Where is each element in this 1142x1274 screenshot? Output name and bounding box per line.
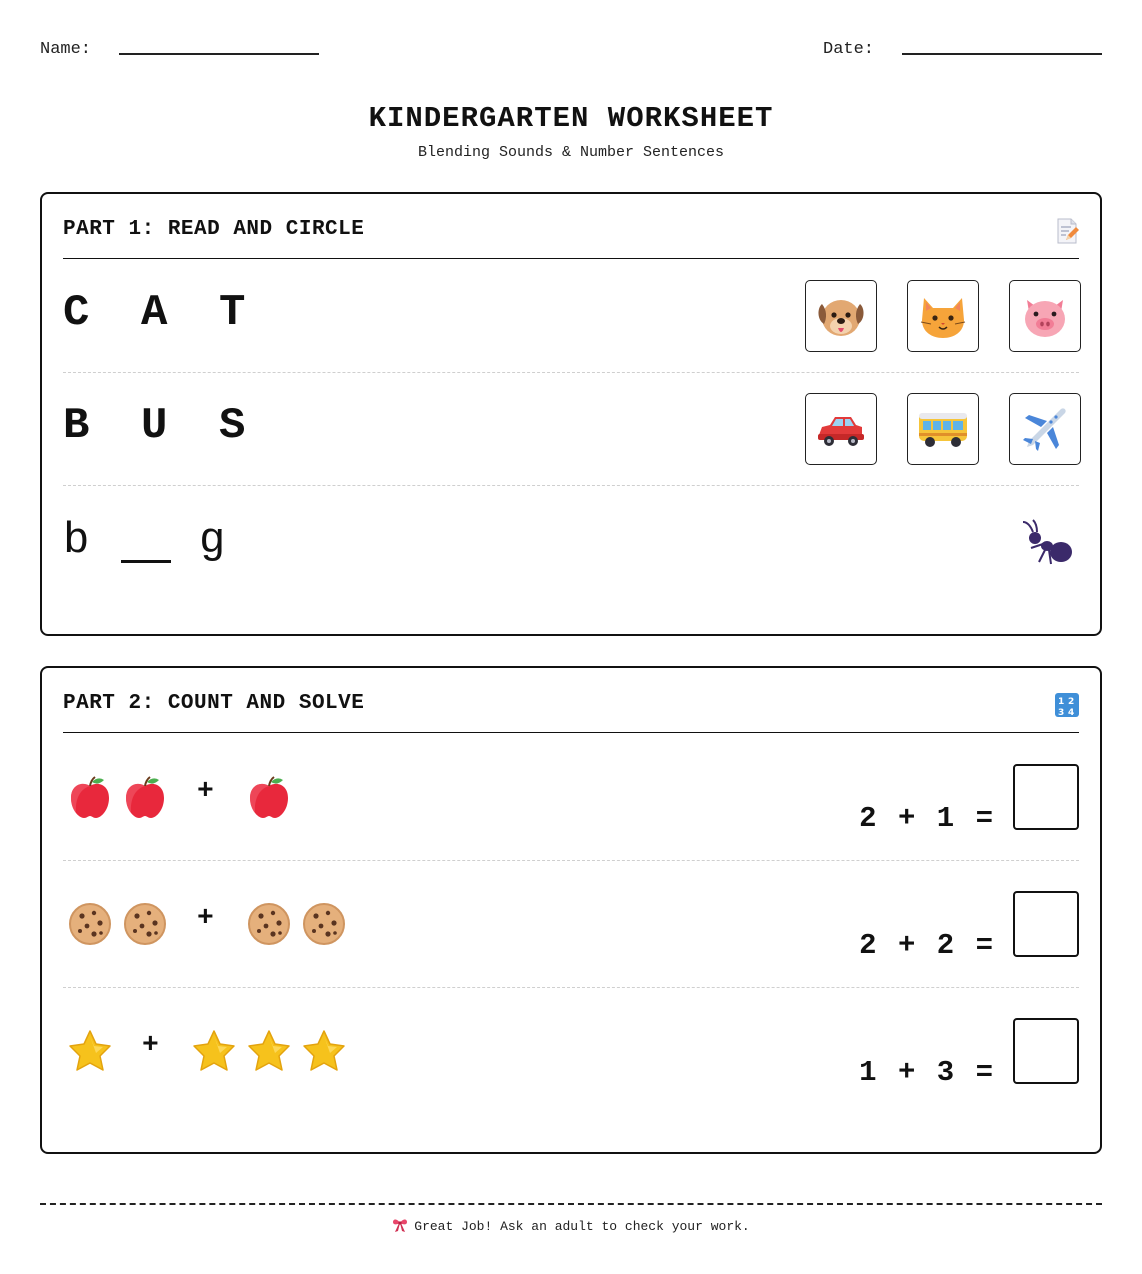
- last-letter: g: [199, 516, 226, 566]
- part1-header: [63, 194, 1079, 259]
- blend-word: [63, 401, 297, 451]
- number-sentence: 2 + 1 =: [859, 802, 995, 835]
- star-icon: [67, 1028, 113, 1074]
- apple-icon: [122, 774, 168, 820]
- choice-car[interactable]: [805, 393, 877, 465]
- answer-box[interactable]: [1013, 764, 1079, 830]
- worksheet-subtitle: Blending Sounds & Number Sentences: [417, 144, 725, 161]
- picture-ant: [1019, 514, 1075, 570]
- footer-divider: [40, 1203, 1102, 1205]
- answer-box[interactable]: [1013, 1018, 1079, 1084]
- header-row: [40, 38, 1102, 62]
- choice-cat[interactable]: [907, 280, 979, 352]
- first-letter: b: [63, 516, 90, 566]
- footer-text: Great Job! Ask an adult to check your work.: [414, 1219, 750, 1234]
- part2-header: [63, 668, 1079, 733]
- blend-word: [63, 288, 297, 338]
- svg-text:2: 2: [1068, 697, 1075, 707]
- number-sentence: 2 + 2 =: [859, 929, 995, 962]
- dog-face-icon: [813, 288, 869, 344]
- cookie-icon: [122, 901, 168, 947]
- worksheet-title: KINDERGARTEN WORKSHEET: [368, 102, 774, 135]
- car-icon: [813, 401, 869, 457]
- choice-bus[interactable]: [907, 393, 979, 465]
- svg-text:3: 3: [1058, 708, 1065, 718]
- math-problem-row: [63, 988, 1079, 1115]
- missing-letter-blank[interactable]: [121, 560, 171, 563]
- part1-title: PART 1: READ AND CIRCLE: [63, 218, 365, 241]
- letter: T: [219, 288, 246, 338]
- cookie-icon: [67, 901, 113, 947]
- part2-card: [40, 666, 1102, 1154]
- apple-icon: [67, 774, 113, 820]
- plus-sign: +: [142, 1030, 159, 1061]
- svg-text:4: 4: [1068, 708, 1075, 718]
- name-label: Name:: [40, 40, 92, 59]
- ribbon-icon: [392, 1218, 408, 1232]
- airplane-icon: [1017, 401, 1073, 457]
- math-problem-row: [63, 861, 1079, 988]
- letter: C: [63, 288, 90, 338]
- part2-title: PART 2: COUNT AND SOLVE: [63, 692, 365, 715]
- cookie-icon: [246, 901, 292, 947]
- date-label: Date:: [823, 40, 875, 59]
- math-problem-row: [63, 734, 1079, 861]
- apple-icon: [246, 774, 292, 820]
- star-icon: [301, 1028, 347, 1074]
- letter: A: [141, 288, 168, 338]
- part1-card: [40, 192, 1102, 636]
- svg-text:1: 1: [1058, 697, 1065, 707]
- cat-face-icon: [915, 288, 971, 344]
- name-write-line[interactable]: [119, 53, 319, 55]
- letter: B: [63, 401, 90, 451]
- ant-icon: [1019, 514, 1075, 570]
- letter: S: [219, 401, 246, 451]
- star-icon: [191, 1028, 237, 1074]
- letter: U: [141, 401, 168, 451]
- plus-sign: +: [197, 776, 214, 807]
- memo-icon: [1055, 218, 1079, 244]
- footer: [0, 1218, 1142, 1234]
- bus-icon: [915, 401, 971, 457]
- word-row-cat: [63, 260, 1079, 373]
- word-row-bus: [63, 373, 1079, 486]
- choice-pig[interactable]: [1009, 280, 1081, 352]
- date-write-line[interactable]: [902, 53, 1102, 55]
- plus-sign: +: [197, 903, 214, 934]
- input-numbers-icon: [1055, 692, 1079, 718]
- missing-letter-row: [63, 486, 1079, 599]
- choice-airplane[interactable]: [1009, 393, 1081, 465]
- star-icon: [246, 1028, 292, 1074]
- pig-face-icon: [1017, 288, 1073, 344]
- number-sentence: 1 + 3 =: [859, 1056, 995, 1089]
- choice-dog[interactable]: [805, 280, 877, 352]
- cookie-icon: [301, 901, 347, 947]
- answer-box[interactable]: [1013, 891, 1079, 957]
